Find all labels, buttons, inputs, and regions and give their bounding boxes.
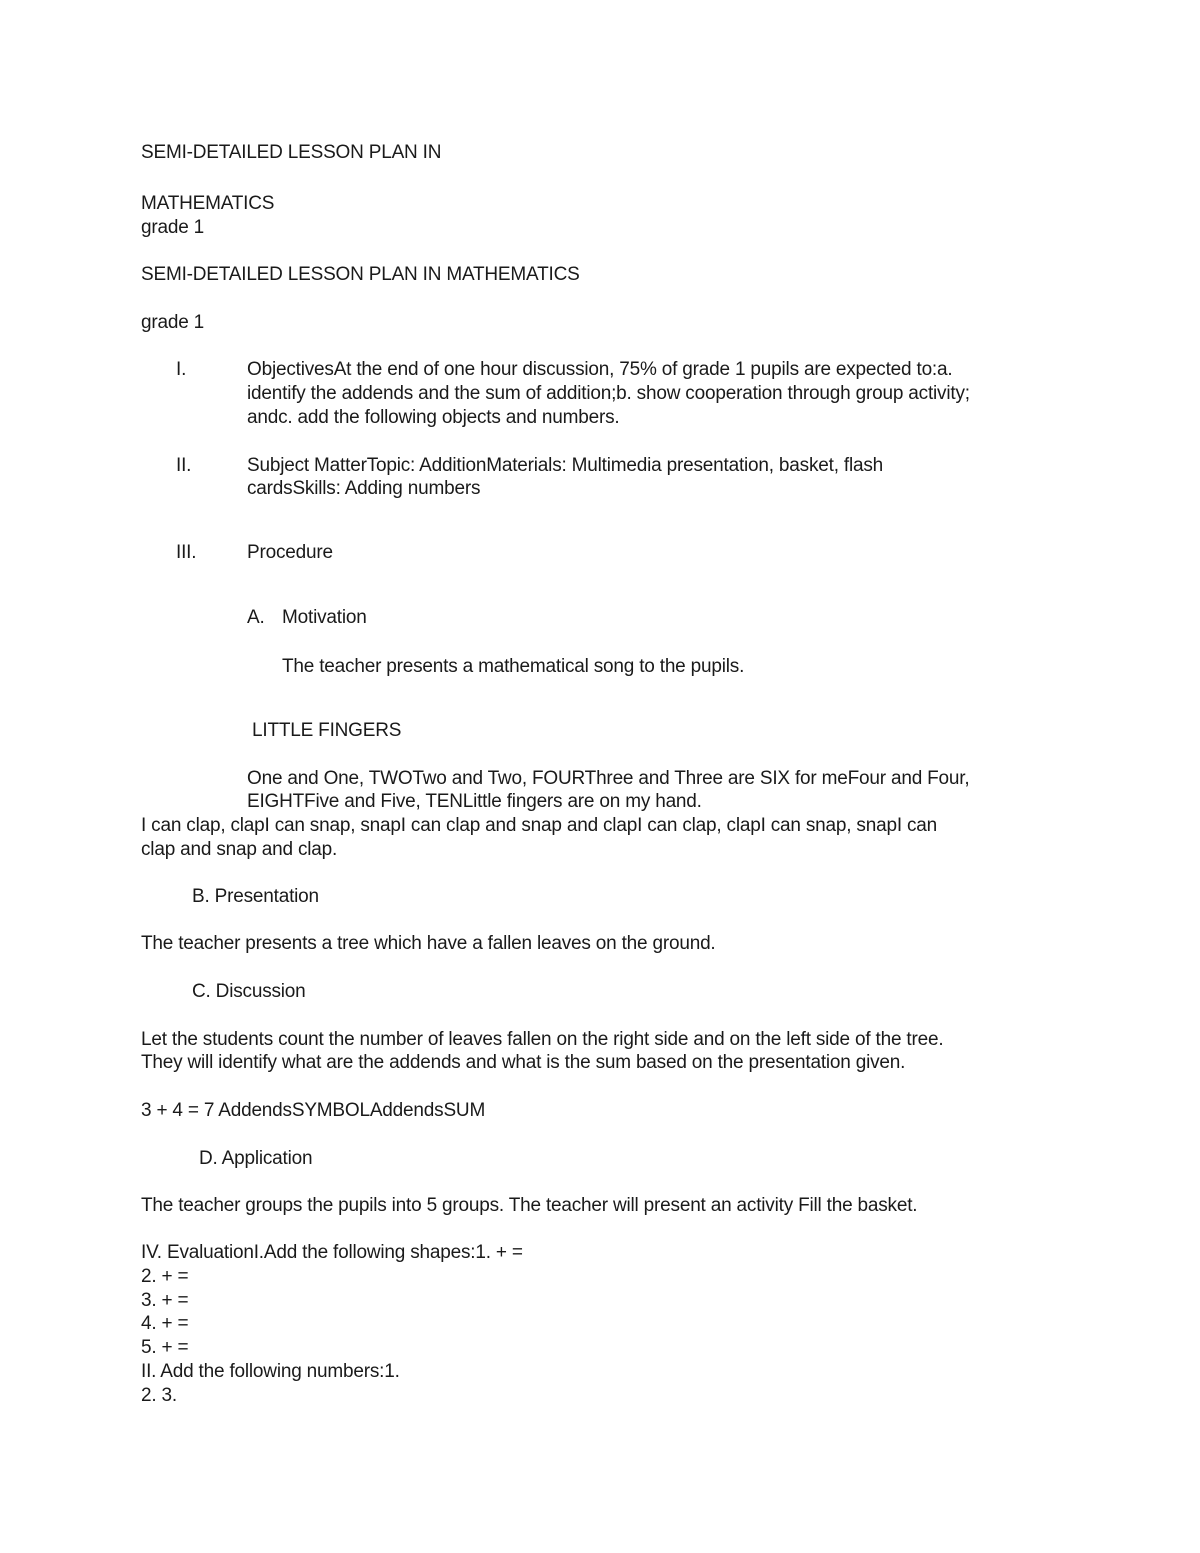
song-continuation-1: I can clap, clapI can snap, snapI can clap and snap and clapI can clap, clapI can snap, snapI can (141, 815, 938, 836)
heading-repeat: SEMI-DETAILED LESSON PLAN IN MATHEMATICS (141, 264, 580, 285)
title-line-2: MATHEMATICS (141, 193, 275, 214)
song-line-1: One and One, TWOTwo and Two, FOURThree and Three are SIX for meFour and Four, (247, 768, 970, 789)
evaluation-line-5: 5. + = (141, 1337, 189, 1358)
evaluation-line-1: IV. EvaluationI.Add the following shapes:1. + = (141, 1242, 523, 1263)
application-label: D. Application (199, 1148, 313, 1169)
numeral-ii: II. (176, 455, 192, 476)
song-continuation-2: clap and snap and clap. (141, 839, 338, 860)
evaluation-line-3: 3. + = (141, 1290, 189, 1311)
presentation-label: B. Presentation (192, 886, 319, 907)
presentation-text: The teacher presents a tree which have a fallen leaves on the ground. (141, 933, 716, 954)
evaluation-line-6: II. Add the following numbers:1. (141, 1361, 400, 1382)
evaluation-line-2: 2. + = (141, 1266, 189, 1287)
title-line-3: grade 1 (141, 217, 205, 238)
objectives-line-3: andc. add the following objects and numbers. (247, 407, 620, 428)
procedure-label: Procedure (247, 542, 333, 563)
application-text: The teacher groups the pupils into 5 groups. The teacher will present an activity Fill the basket. (141, 1195, 918, 1216)
evaluation-line-7: 2. 3. (141, 1385, 177, 1406)
subject-matter-line-1: Subject MatterTopic: AdditionMaterials: Multimedia presentation, basket, flash (247, 455, 884, 476)
objectives-line-2: identify the addends and the sum of addition;b. show cooperation through group activity; (247, 383, 970, 404)
objectives-line-1: ObjectivesAt the end of one hour discussion, 75% of grade 1 pupils are expected to:a. (247, 359, 953, 380)
discussion-label: C. Discussion (192, 981, 306, 1002)
discussion-line-1: Let the students count the number of leaves fallen on the right side and on the left side of the tree. (141, 1029, 944, 1050)
motivation-label: Motivation (282, 607, 367, 628)
title-line-1: SEMI-DETAILED LESSON PLAN IN (141, 142, 442, 163)
numeral-i: I. (176, 359, 187, 380)
discussion-line-2: They will identify what are the addends and what is the sum based on the presentation given. (141, 1052, 906, 1073)
song-line-2: EIGHTFive and Five, TENLittle fingers are on my hand. (247, 791, 702, 812)
numeral-iii: III. (176, 542, 197, 563)
song-title: LITTLE FINGERS (252, 720, 402, 741)
motivation-marker: A. (247, 607, 265, 628)
discussion-equation: 3 + 4 = 7 AddendsSYMBOLAddendsSUM (141, 1100, 486, 1121)
subject-matter-line-2: cardsSkills: Adding numbers (247, 478, 481, 499)
evaluation-line-4: 4. + = (141, 1313, 189, 1334)
motivation-text: The teacher presents a mathematical song to the pupils. (282, 656, 745, 677)
grade-repeat: grade 1 (141, 312, 205, 333)
